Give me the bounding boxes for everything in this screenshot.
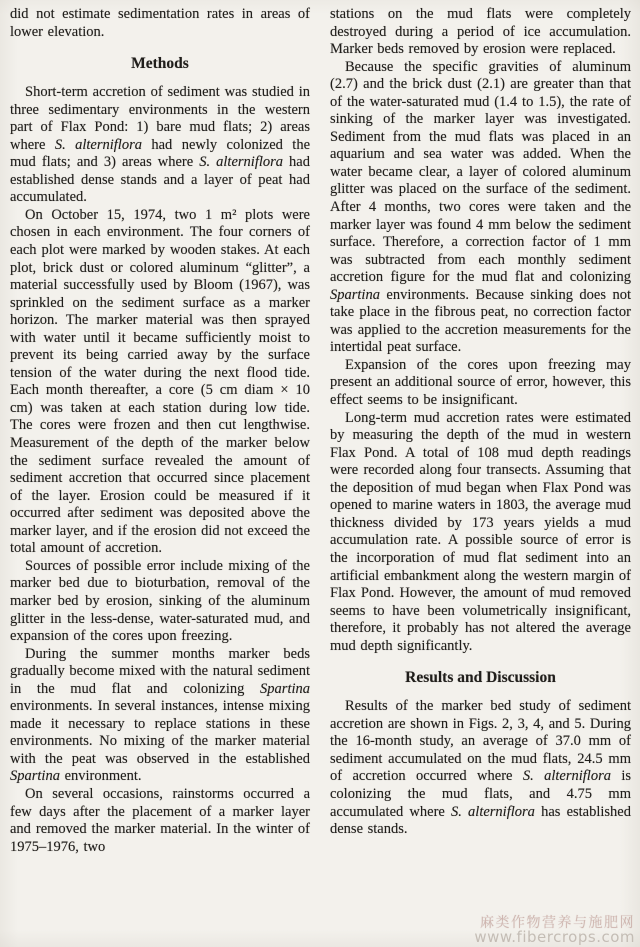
- species-name-italic: S. alterniflora: [54, 136, 142, 153]
- species-name-italic: S. alterniflora: [199, 154, 284, 171]
- species-name-italic: Spartina: [10, 768, 60, 785]
- text-run: is colonizing the mud flats, and 4.75 mm accumulated where: [330, 768, 632, 820]
- text-run: Because the specific gravities of aluminum (2.7) and the brick dust (2.1) are greater than that of the water-saturated mud (1.4 to 1.5), the rate of sinking of the marker layer was investigated. Sediment from the mud flats was placed in an aquarium and sea water was added. When the water became clear, a layer of colored aluminum glitter was placed on the surface of the sediment. After 4 months, two cores were taken and the marker layer was found 4 mm below the sediment surface. Therefore, a correction factor of 1 mm was subtracted from each monthly sediment accretion figure for the mud flat and colonizing: [330, 58, 631, 286]
- body-paragraph: [330, 357, 631, 410]
- text-run: Results of the marker bed study of sediment accretion are shown in Figs. 2, 3, 4, and 5. During the 16-month study, an average of 37.0 mm of sediment accumulated on the mud flats, 24.5 mm of accretion occurred where: [330, 698, 631, 785]
- body-paragraph: [10, 558, 310, 646]
- text-run: environment.: [59, 768, 142, 785]
- section-heading: [10, 55, 310, 72]
- text-run: On October 15, 1974, two 1 m² plots were chosen in each environment. The four corners of each plot were marked by wooden stakes. At each plot, brick dust or colored aluminum “glitter”, a material successfully used by Bloom (1967), was sprinkled on the sediment surface as a marker horizon. The marker material was then sprayed with water until it became sufficiently moist to prevent its being carried away by the surface tension of the water during the next flood tide. Each month thereafter, a core (5 cm diam × 10 cm) was taken at each station during low tide. The cores were frozen and then cut lengthwise. Measurement of the depth of the marker below the sediment surface revealed the amount of sediment accretion that occurred since placement of the layer. Erosion could be measured if it occurred after sediment was deposited above the marker layer, and if the erosion did not exceed the total amount of accretion.: [10, 206, 310, 557]
- body-paragraph: [10, 6, 310, 41]
- body-paragraph: [330, 6, 631, 59]
- body-paragraph: [10, 786, 310, 856]
- species-name-italic: S. alterniflora: [451, 803, 535, 820]
- species-name-italic: Spartina: [260, 680, 310, 697]
- text-run: had newly colonized the mud flats; and 3) areas where: [10, 136, 311, 171]
- text-run: Expansion of the cores upon freezing may present an additional source of error, however, this effect seems to be insignificant.: [330, 356, 631, 409]
- text-column-left: [10, 6, 310, 856]
- text-column-right: [330, 6, 631, 839]
- watermark-url-text: www.fibercrops.com: [474, 928, 635, 947]
- text-run: stations on the mud flats were completely destroyed during a period of ice accumulation. Marker beds removed by erosion were replaced.: [330, 6, 631, 58]
- text-run: Long-term mud accretion rates were estimated by measuring the depth of the mud in western Flax Pond. A total of 108 mud depth readings were recorded along four transects. Assuming that the deposition of mud began when Flax Pond was opened to marine waters in 1803, the average mud thickness divided by 173 years yields a mud accumulation rate. A possible source of error is the incorporation of mud flat sediment into an artificial embankment along the western margin of Flax Pond. However, the amount of mud removed seems to have been volumetrically insignificant, therefore, it probably has not altered the average mud depth significantly.: [330, 409, 631, 654]
- watermark-chinese-text: 麻类作物营养与施肥网: [480, 914, 635, 931]
- body-paragraph: [10, 207, 310, 558]
- text-run: has established dense stands.: [330, 803, 631, 838]
- text-run: On several occasions, rainstorms occurred a few days after the placement of a marker layer and removed the marker material. In the winter of 1975–1976, two: [10, 785, 310, 855]
- text-run: did not estimate sedimentation rates in areas of lower elevation.: [10, 6, 310, 40]
- text-run: Short-term accretion of sediment was studied in three sedimentary environments in the western part of Flax Pond: 1) bare mud flats; 2) areas where: [10, 84, 310, 153]
- section-heading: [330, 669, 631, 686]
- text-run: environments. Because sinking does not take place in the fibrous peat, no correction factor was applied to the accretion measurements for the intertidal peat surface.: [330, 286, 631, 356]
- text-run: environments. In several instances, intense mixing made it necessary to replace stations in these environments. No mixing of the marker material with the peat was observed in the established: [10, 698, 310, 767]
- text-run: Methods: [131, 55, 189, 73]
- body-paragraph: [10, 646, 310, 786]
- body-paragraph: [330, 410, 631, 656]
- species-name-italic: Spartina: [330, 286, 380, 303]
- text-run: had established dense stands and a layer of peat had accumulated.: [10, 154, 310, 206]
- body-paragraph: [330, 698, 631, 838]
- text-run: Sources of possible error include mixing of the marker bed due to bioturbation, removal of the marker bed by erosion, sinking of the aluminum glitter in the less-dense, water-saturated mud, and expansion of the cores upon freezing.: [10, 557, 310, 645]
- body-paragraph: [330, 59, 631, 357]
- species-name-italic: S. alterniflora: [522, 768, 611, 785]
- text-run: Results and Discussion: [405, 669, 556, 687]
- watermark: [474, 916, 635, 946]
- text-run: During the summer months marker beds gradually become mixed with the natural sediment in the mud flat and colonizing: [10, 645, 310, 697]
- body-paragraph: [10, 84, 310, 207]
